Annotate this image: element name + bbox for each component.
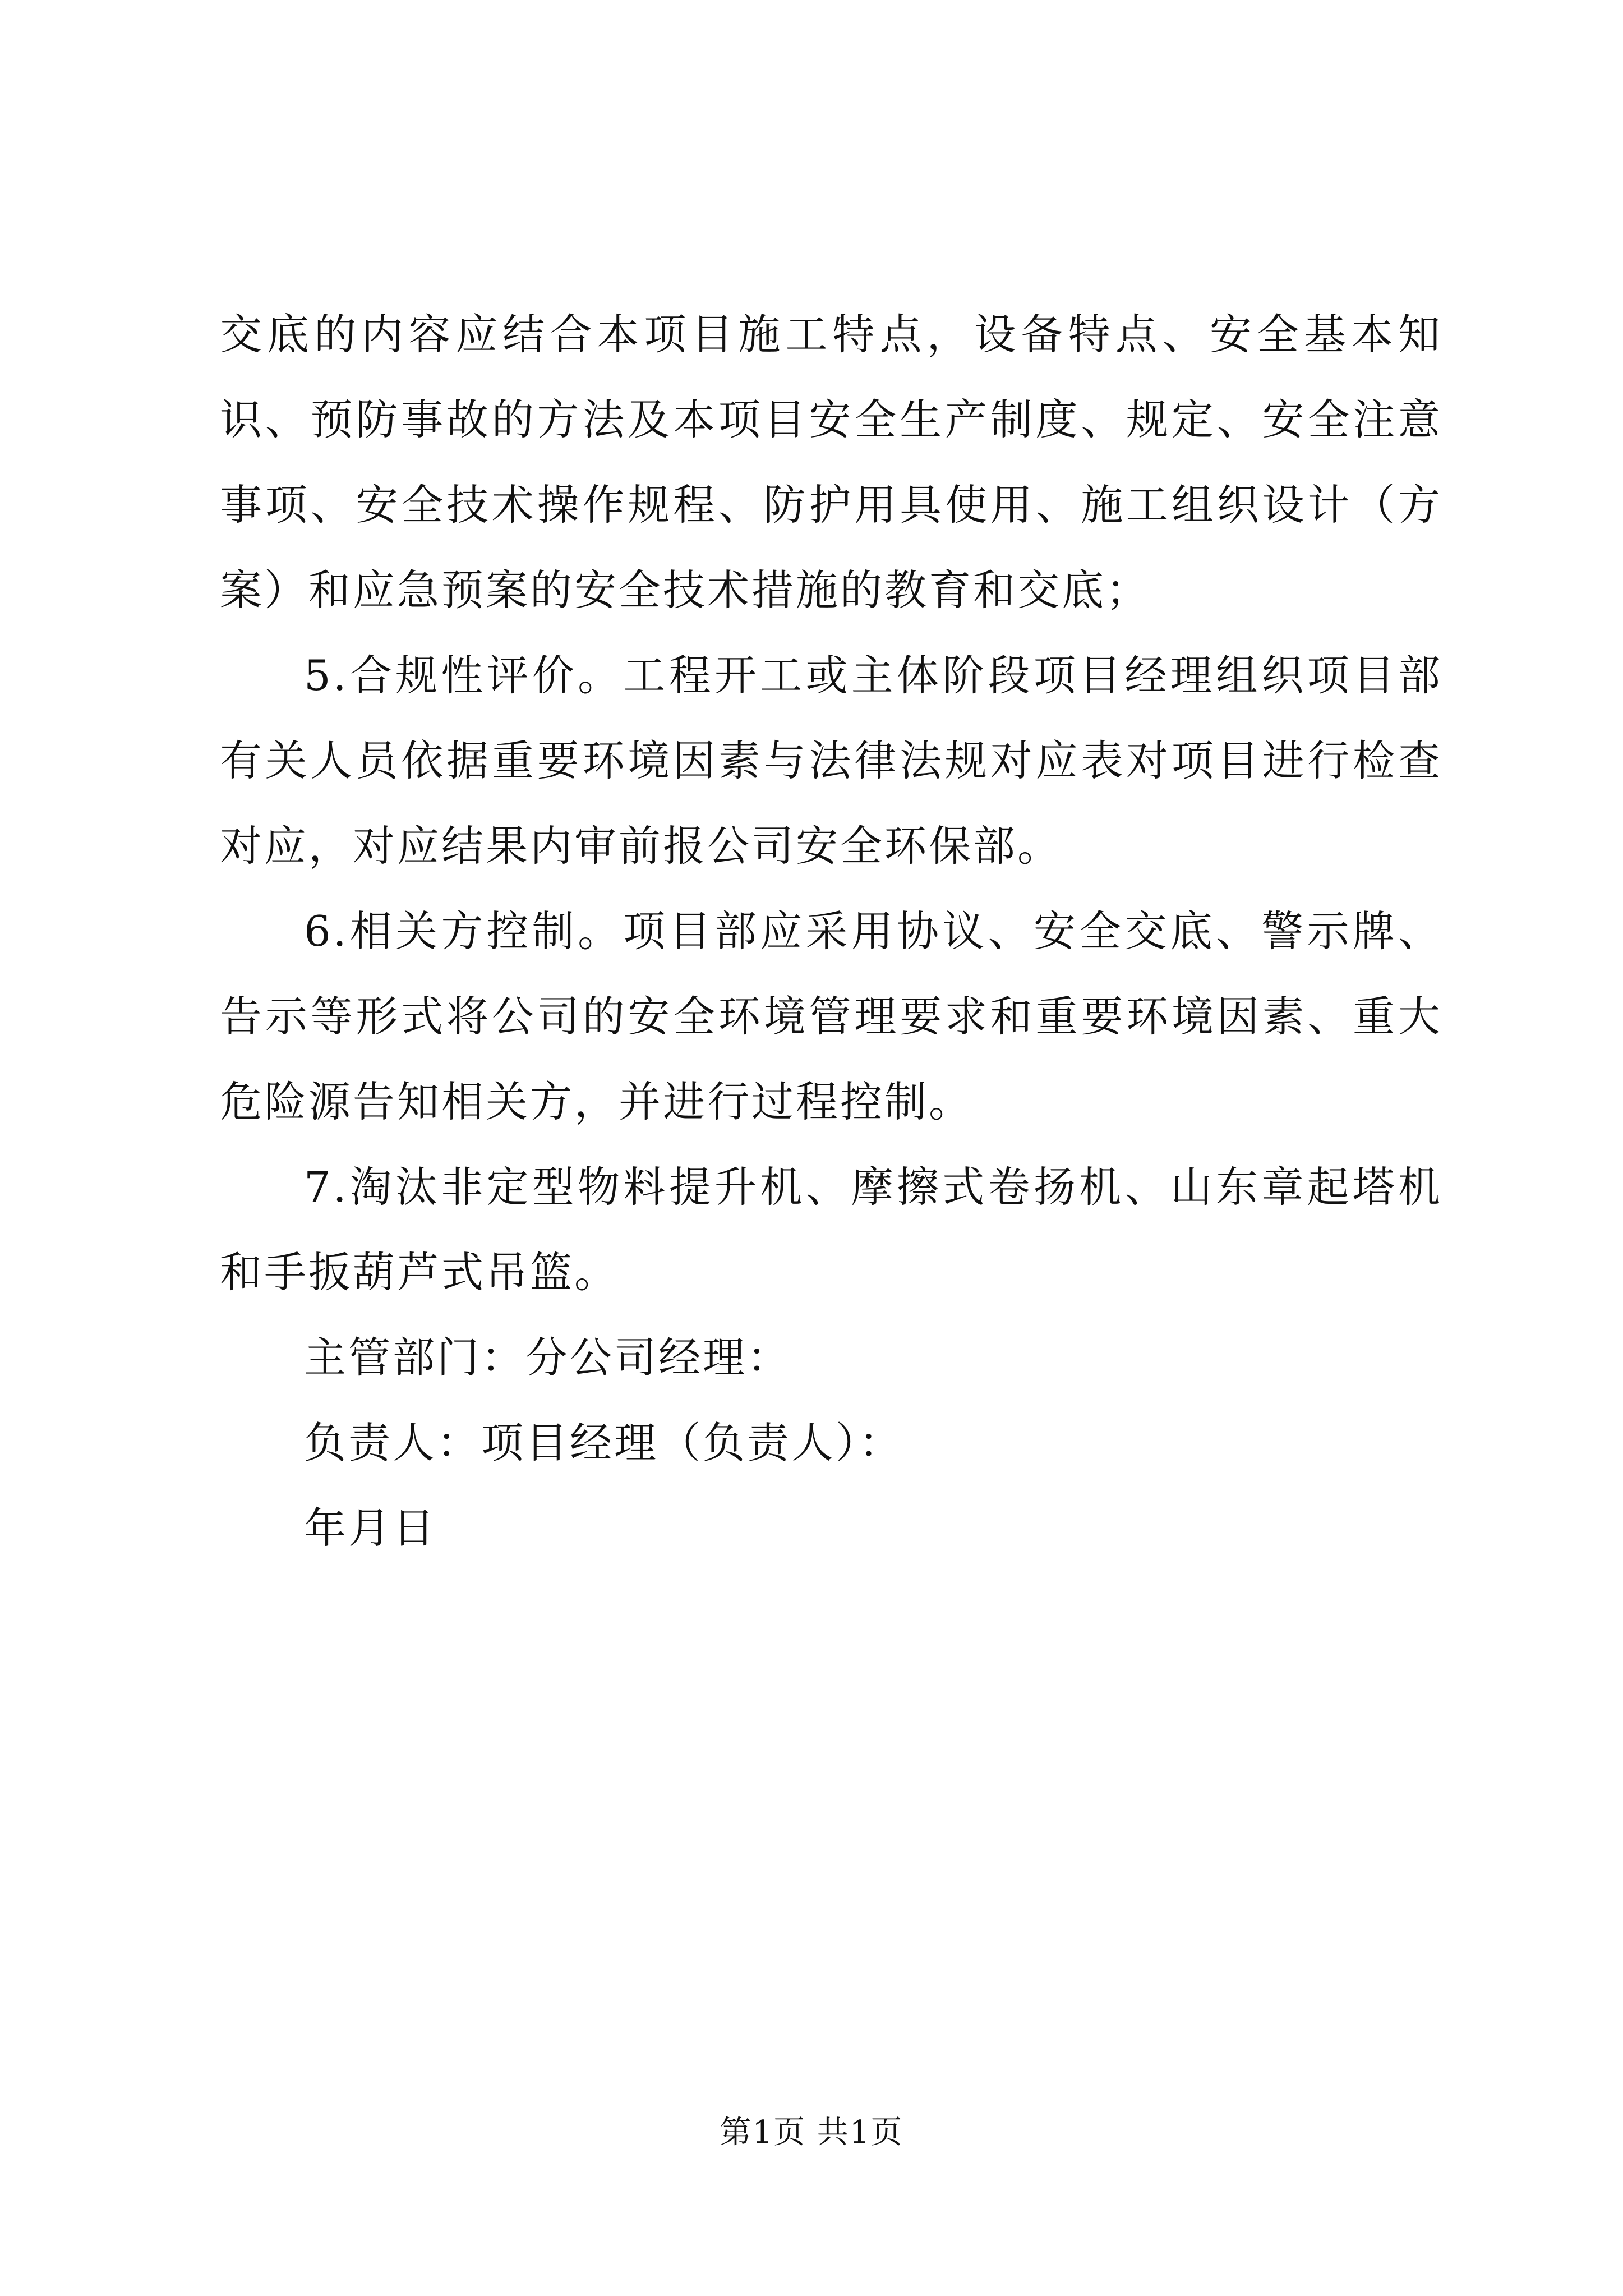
document-body [220,292,1442,1571]
signature-department-line: 主管部门：分公司经理： [304,1333,792,1382]
paragraph-equipment-phaseout: 7.淘汰非定型物料提升机、摩擦式卷扬机、山东章起塔机和手扳葫芦式吊篮。 [220,1162,1442,1297]
paragraph-related-party-control: 6.相关方控制。项目部应采用协议、安全交底、警示牌、告示等形式将公司的安全环境管理要求和重要环境因素、重大危险源告知相关方，并进行过程控制。 [220,907,1442,1126]
page-number-footer: 第1页 共1页 [720,2114,903,2151]
paragraph-compliance-evaluation: 5.合规性评价。工程开工或主体阶段项目经理组织项目部有关人员依据重要环境因素与法律法规对应表对项目进行检查对应，对应结果内审前报公司安全环保部。 [220,651,1442,871]
signature-responsible-line: 负责人：项目经理（负责人）： [304,1418,903,1467]
signature-date-line: 年月日 [304,1503,437,1553]
paragraph-briefing-content: 交底的内容应结合本项目施工特点，设备特点、安全基本知识、预防事故的方法及本项目安全生产制度、规定、安全注意事项、安全技术操作规程、防护用具使用、施工组织设计（方案）和应急预案的安全技术措施的教育和交底； [220,310,1442,615]
